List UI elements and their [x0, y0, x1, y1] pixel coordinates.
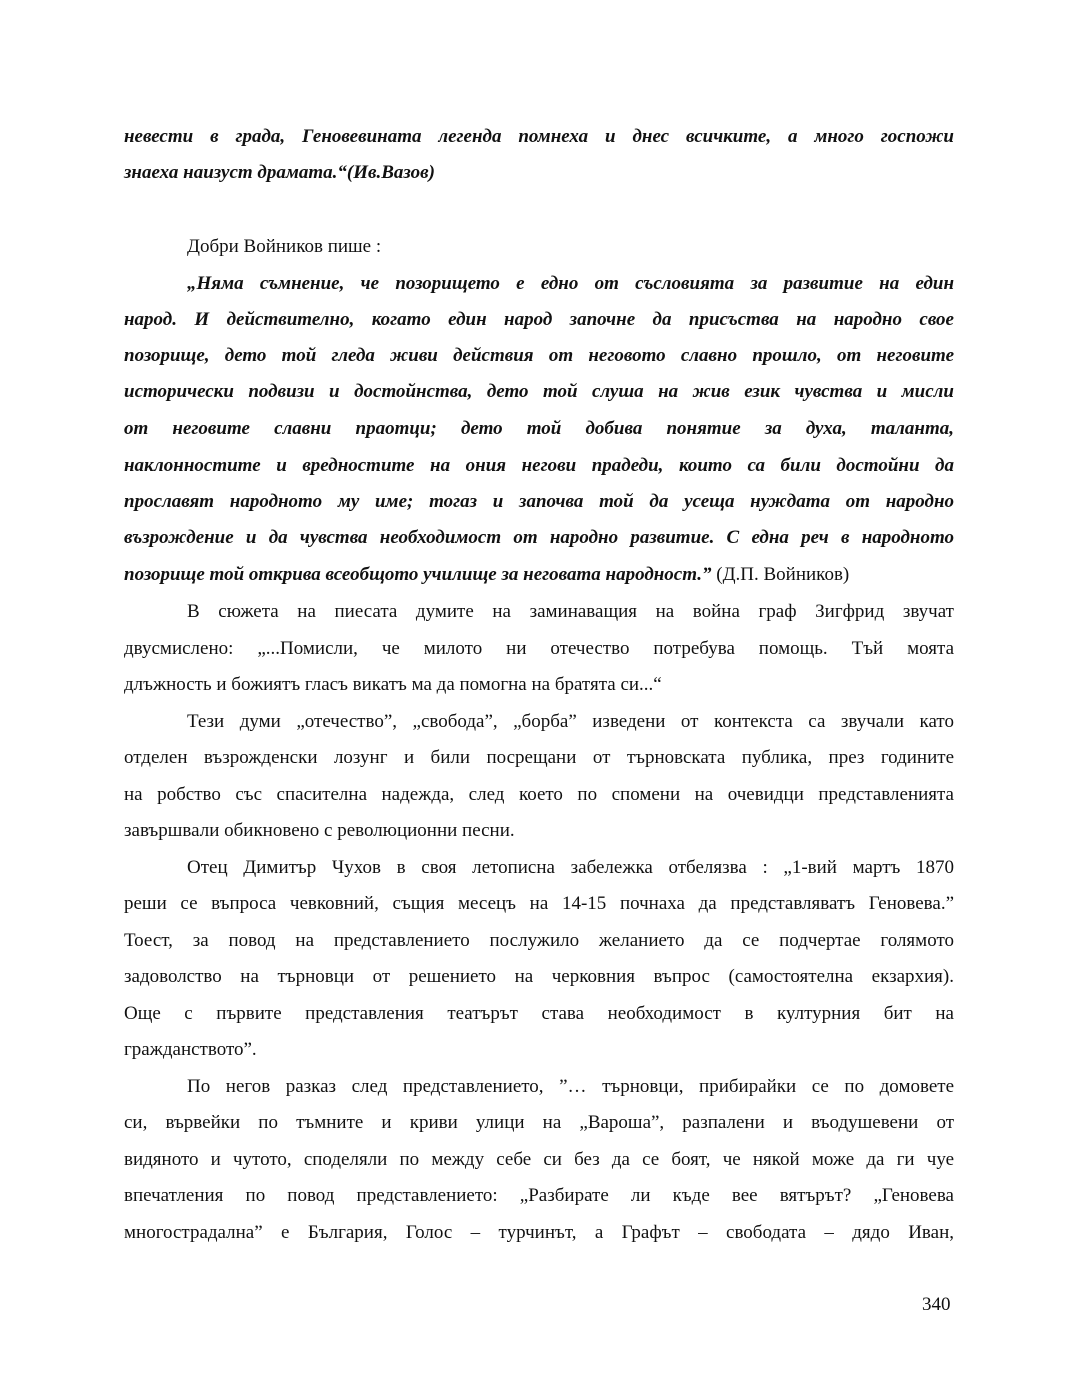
text-line: исторически подвизи и достойнства, дето той слуша на жив език чувства и мисли — [124, 381, 954, 402]
text-line: многострадална” е България, Голос – турчинът, а Графът – свободата – дядо Иван, — [124, 1222, 954, 1243]
text-line: си, вървейки по тъмните и криви улици на „Вароша”, разпалени и въодушевени от — [124, 1112, 954, 1133]
text-line: Тези думи „отечество”, „свобода”, „борба” изведени от контекста са звучали като — [187, 711, 954, 732]
text-line: позорище той открива всеобщото училище за неговата народност.” (Д.П. Войников) — [124, 564, 850, 585]
text-line: гражданството”. — [124, 1039, 257, 1060]
text-line: длъжность и божиятъ гласъ викатъ ма да помогна на братята си...“ — [124, 674, 662, 695]
text-line: наклонностите и вредностите на ония негови прадеди, които са били достойни да — [124, 455, 954, 476]
text-line: видяното и чутото, споделяли по между себе си без да се боят, че някой може да ги чуе — [124, 1149, 954, 1170]
text-line: Отец Димитър Чухов в своя летописна забележка отбелязва : „1-вий мартъ 1870 — [187, 857, 954, 878]
text-line: завършвали обикновено с революционни песни. — [124, 820, 515, 841]
text-line: прославят народното му име; тогаз и започва той да усеща нуждата от народно — [124, 491, 954, 512]
text-line: от неговите славни праотци; дето той добива понятие за духа, таланта, — [124, 418, 954, 439]
page-number: 340 — [922, 1294, 951, 1315]
text-line: задоволство на търновци от решението на черковния въпрос (самостоятелна екзархия). — [124, 966, 954, 987]
text-line: реши се въпроса чевковний, същия месецъ на 14-15 почнаха да представляватъ Геновева.” — [124, 893, 954, 914]
text-line: В сюжета на пиесата думите на заминаващия на война граф Зигфрид звучат — [187, 601, 954, 622]
text-line: народ. И действително, когато един народ започне да присъства на народно свое — [124, 309, 954, 330]
text-line: двусмислено: „...Помисли, че милото ни отечество потребува помощь. Тъй моята — [124, 638, 954, 659]
text-line: знаеха наизуст драмата.“(Ив.Вазов) — [124, 162, 435, 183]
text-line: впечатления по повод представлението: „Разбирате ли къде вее вятърът? „Геновева — [124, 1185, 954, 1206]
text-line: „Няма съмнение, че позорището е едно от съсловията за развитие на един — [187, 273, 954, 294]
text-line: Тоест, за повод на представлението послужило желанието да се подчертае голямото — [124, 930, 954, 951]
text-line: Още с първите представления театърът става необходимост в културния бит на — [124, 1003, 954, 1024]
text-line: Добри Войников пише : — [187, 236, 382, 257]
text-line: отделен възрожденски лозунг и били посрещани от търновската публика, през годините — [124, 747, 954, 768]
text-line: на робство със спасителна надежда, след което по спомени на очевидци представленията — [124, 784, 954, 805]
text-line: възрождение и да чувства необходимост от народно развитие. С една реч в народното — [124, 527, 954, 548]
text-line: невести в града, Геновевината легенда помнеха и днес всичките, а много госпожи — [124, 126, 954, 147]
text-line: позорище, дето той гледа живи действия от неговото славно прошло, от неговите — [124, 345, 954, 366]
text-line: По негов разказ след представлението, ”… търновци, прибирайки се по домовете — [187, 1076, 954, 1097]
